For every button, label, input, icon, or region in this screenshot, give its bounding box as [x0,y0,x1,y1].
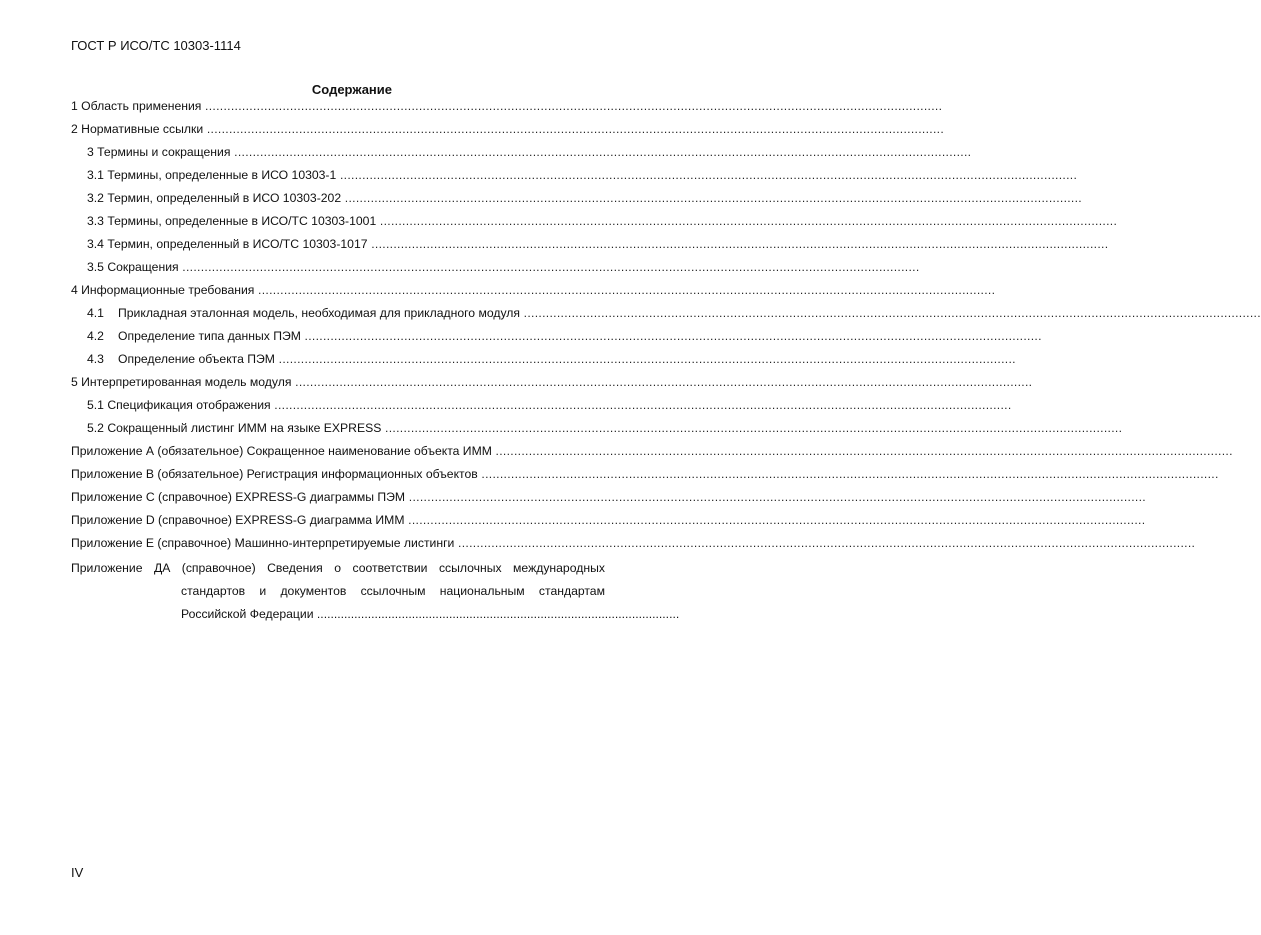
leader-dots: ........................................................................................................................................................................................................ [405,490,1146,504]
leader-dots: ........................................................................................................................................................................................................ [376,214,1118,228]
toc-entry-number: 4.2 [87,329,104,343]
toc-entry-appendix-da[interactable] [71,557,680,626]
toc-entry[interactable] [71,511,1146,529]
toc-entry-text: Приложение А (обязательное) Сокращенное наименование объекта ИММ [71,444,492,458]
leader-dots: ........................................................................................................................................................................................................ [367,237,1109,251]
appendix-da-word: соответствии [352,561,428,575]
toc-entry[interactable] [87,304,1261,322]
appendix-da-word: о [334,561,342,575]
toc-entry-text: Приложение С (справочное) EXPRESS-G диаграммы ПЭМ [71,490,406,504]
appendix-da-word: Сведения [267,561,323,575]
leader-dots: ........................................................................................................................................................................................................ [519,306,1261,320]
toc-entry[interactable] [87,143,972,161]
leader-dots: ........................................................................................................................................................................................................ [178,260,920,274]
leader-dots: ........................................................................................................................................................................................................ [381,421,1123,435]
toc-entry[interactable] [71,465,1219,483]
leader-dots: ........................................................................................................................................................................................................ [491,444,1233,458]
toc-entry[interactable] [87,189,1082,207]
appendix-da-line3-text: Российской Федерации [181,607,314,621]
appendix-da-word: национальным [439,584,525,598]
page-number: IV [71,865,84,880]
leader-dots: ........................................................................................................................................................................................................ [274,352,1016,366]
appendix-da-word: стандартов [181,584,246,598]
leader-dots: ........................................................................................................................................................................................................ [201,99,943,113]
toc-entry-text: 3.4 Термин, определенный в ИСО/ТС 10303-1017 [87,237,368,251]
leader-dots: ........................................................................................................................................................................................................ [404,513,1146,527]
toc-entry-text: 5 Интерпретированная модель модуля [71,375,292,389]
appendix-da-word: Приложение [71,561,143,575]
leader-dots: ........................................................................................................................................................................................................ [454,536,1196,550]
toc-entry[interactable] [87,419,1123,437]
toc-entry-text: 3.2 Термин, определенный в ИСО 10303-202 [87,191,342,205]
toc-entry-text: 2 Нормативные ссылки [71,122,204,136]
toc-entry[interactable] [71,281,996,299]
toc-entry-text: 4 Информационные требования [71,283,255,297]
toc-entry-text: 3.3 Термины, определенные в ИСО/ТС 10303-1001 [87,214,377,228]
toc-entry[interactable] [87,258,920,276]
toc-entry-text: 3.5 Сокращения [87,260,179,274]
toc-entry-text: Приложение В (обязательное) Регистрация информационных объектов [71,467,478,481]
appendix-da-word: международных [513,561,605,575]
leader-dots: ........................................................................................................................................................................................................ [477,467,1219,481]
appendix-da-line1 [71,557,605,580]
toc-entry-text: Приложение D (справочное) EXPRESS-G диаграмма ИММ [71,513,405,527]
running-header: ГОСТ Р ИСО/ТС 10303-1114 [71,38,241,53]
toc-entry-text: 5.1 Спецификация отображения [87,398,271,412]
appendix-da-word: ссылочным [360,584,426,598]
leader-dots: ........................................................................................................................................................................................................ [254,283,996,297]
leader-dots: ........................................................................................................................................................................................................ [341,191,1082,205]
toc-title: Содержание [311,82,392,97]
leader-dots: ........................................................................................................................................................................................................ [203,122,945,136]
toc-entry[interactable] [71,120,945,138]
toc-entry-number: 4.3 [87,352,104,366]
toc-entry[interactable] [71,534,1196,552]
toc-entry-text: 3.1 Термины, определенные в ИСО 10303-1 [87,168,337,182]
toc-entry-text: Прикладная эталонная модель, необходимая для прикладного модуля [118,306,520,320]
toc-entry[interactable] [87,235,1109,253]
appendix-da-word: и [259,584,267,598]
toc-entry[interactable] [87,327,1042,345]
toc-entry[interactable] [71,442,1233,460]
appendix-da-line2 [181,580,605,603]
leader-dots: ........................................................................................................................................................................................................ [300,329,1042,343]
leader-dots: ........................................................................................................................................................................................................ [230,145,972,159]
appendix-da-word: стандартам [538,584,605,598]
appendix-da-line3: Российской Федерации ........................................................................................................... [181,607,680,621]
toc-entry-text: Определение типа данных ПЭМ [118,329,301,343]
toc-entry-text: Приложение Е (справочное) Машинно-интерпретируемые листинги [71,536,455,550]
toc-entry[interactable] [71,373,1033,391]
toc-entry-text: Определение объекта ПЭМ [118,352,275,366]
toc-entry-text: 1 Область применения [71,99,202,113]
appendix-da-word: документов [280,584,347,598]
toc-entry-text: 5.2 Сокращенный листинг ИММ на языке EXPRESS [87,421,382,435]
leader-dots: ........................................................................................................................................................................................................ [291,375,1033,389]
toc-entry[interactable] [87,212,1118,230]
toc-entry[interactable] [87,166,1078,184]
toc-entry[interactable] [71,97,943,115]
appendix-da-word: ДА [153,561,171,575]
toc-entry[interactable] [87,350,1016,368]
toc-entry[interactable] [71,488,1146,506]
appendix-da-word: (справочное) [181,561,256,575]
leader-dots: ........................................................................................................................................................................................................ [270,398,1012,412]
appendix-da-word: ссылочных [438,561,502,575]
toc-entry-text: 3 Термины и сокращения [87,145,231,159]
leader-dots: ........................................................................................................................................................................................................ [336,168,1078,182]
toc-entry-number: 4.1 [87,306,104,320]
toc-entry[interactable] [87,396,1012,414]
